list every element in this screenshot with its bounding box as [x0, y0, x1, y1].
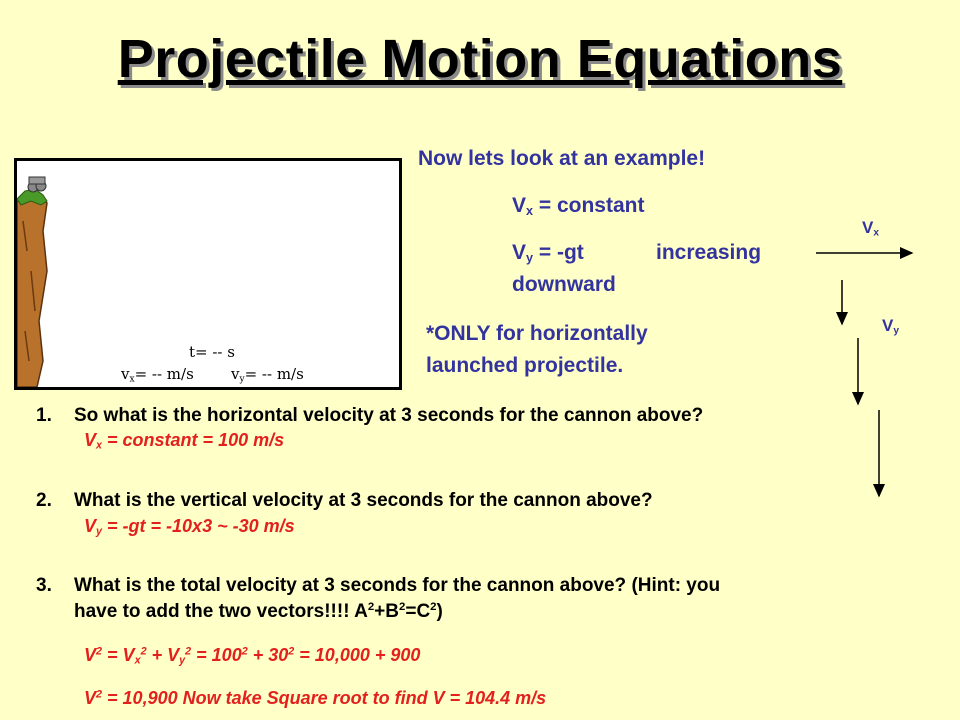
- diagram-vx-label: $V_x$: [862, 218, 880, 239]
- answer-1: $V_x$ = constant = 100 m/s: [84, 430, 285, 452]
- vx-equation: $V_x$ = constant: [512, 194, 645, 219]
- vector-diagram: [800, 200, 940, 500]
- answer-3-line2: $V^2 = 10,900$ Now take Square root to find V = 104.4 m/s: [84, 688, 547, 708]
- sim-time-readout: t= -- s: [189, 343, 235, 361]
- only-note-line1: *ONLY for horizontally: [426, 322, 648, 345]
- answer-3-line1: $V^2 = V_x^2 + V_y^2 = 100^2 + 30^2 = 10,000 + 900$: [84, 645, 421, 667]
- vy-note-downward: downward: [512, 273, 616, 296]
- vy-equation: $V_y = -gt$: [512, 241, 584, 266]
- cannon-icon: [28, 177, 46, 192]
- vy-note-increasing: increasing: [656, 241, 762, 264]
- question-2-number: 2.: [36, 490, 52, 511]
- sim-vy-readout: $v_y= -- m/s$: [231, 365, 304, 385]
- diagram-vy-label: $V_y$: [882, 316, 900, 337]
- answer-2: $V_y = -gt = -10x3$ ~ -30 m/s: [84, 516, 295, 538]
- question-1-text: So what is the horizontal velocity at 3 seconds for the cannon above?: [74, 405, 704, 426]
- question-3-text-line2: have to add the two vectors!!!! $A^2+B^2=C^2$): [74, 601, 443, 622]
- question-3-text: What is the total velocity at 3 seconds for the cannon above? (Hint: you: [74, 575, 721, 596]
- only-note-line2: launched projectile.: [426, 354, 624, 377]
- page-title: Projectile Motion Equations: [117, 29, 843, 89]
- question-1-number: 1.: [36, 405, 52, 426]
- projectile-simulation-image: [14, 158, 402, 390]
- question-2-text: What is the vertical velocity at 3 seconds for the cannon above?: [74, 490, 653, 511]
- sim-vx-readout: $v_x= -- m/s$: [121, 365, 194, 385]
- intro-text: Now lets look at an example!: [418, 147, 706, 170]
- question-3-number: 3.: [36, 575, 52, 596]
